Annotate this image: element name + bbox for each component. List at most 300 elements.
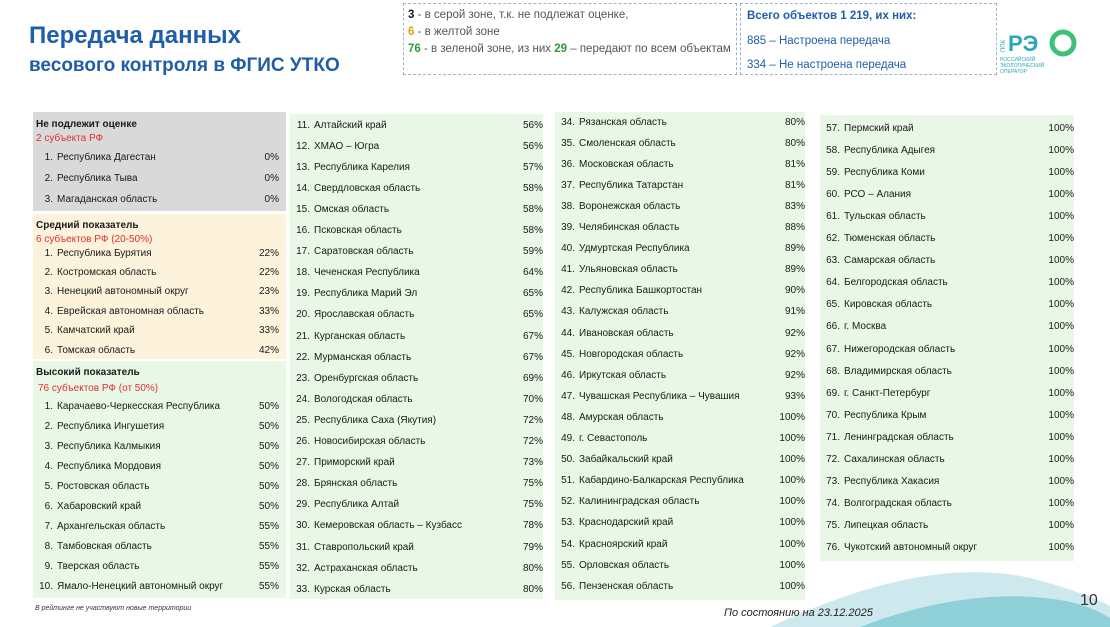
legend-gray-text: - в серой зоне, т.к. не подлежат оценке,	[414, 9, 629, 21]
region-rank: 56.	[561, 580, 575, 592]
region-percent: 100%	[1048, 409, 1074, 421]
region-percent: 100%	[779, 475, 805, 487]
region-rank: 33.	[296, 583, 310, 595]
region-name: Смоленская область	[579, 137, 676, 149]
region-rank: 63.	[826, 255, 840, 267]
region-name: Ненецкий автономный округ	[57, 286, 189, 298]
region-percent: 92%	[784, 348, 805, 360]
region-percent: 79%	[522, 541, 543, 553]
region-percent: 70%	[522, 393, 543, 405]
region-row	[33, 243, 279, 263]
region-row	[820, 140, 1074, 160]
region-row	[33, 282, 279, 302]
region-row	[820, 162, 1074, 182]
region-rank: 70.	[826, 409, 840, 421]
region-percent: 100%	[1048, 542, 1074, 554]
region-name: Республика Адыгея	[844, 144, 936, 156]
region-name: Республика Дагестан	[57, 151, 156, 163]
region-row	[290, 242, 543, 262]
region-name: г. Санкт-Петербург	[844, 387, 931, 399]
region-percent: 55%	[258, 541, 279, 553]
region-name: Иркутская область	[579, 369, 667, 381]
region-name: Челябинская область	[579, 222, 680, 233]
region-name: Орловская область	[579, 559, 670, 571]
region-name: Курганская область	[314, 330, 406, 342]
region-percent: 100%	[1048, 299, 1074, 311]
region-percent: 100%	[1048, 122, 1074, 134]
region-name: Республика Марий Эл	[314, 288, 418, 300]
region-row	[33, 301, 279, 321]
region-percent: 81%	[784, 158, 805, 170]
region-rank: 37.	[561, 179, 575, 191]
summary-title: Всего объектов 1 219, их них:	[747, 10, 917, 22]
region-name: Карачаево-Черкесская Республика	[57, 400, 221, 412]
region-name: Саратовская область	[314, 246, 414, 258]
region-name: Сахалинская область	[844, 454, 945, 465]
region-rank: 2.	[44, 266, 53, 278]
region-row	[33, 497, 279, 517]
region-row	[33, 517, 279, 537]
region-name: Ульяновская область	[579, 264, 678, 276]
region-name: Белгородская область	[844, 277, 948, 289]
region-row	[820, 317, 1074, 337]
region-rank: 27.	[296, 457, 310, 469]
region-name: Владимирская область	[844, 365, 952, 377]
region-percent: 100%	[779, 559, 805, 571]
region-rank: 5.	[44, 325, 53, 337]
region-row	[555, 534, 805, 554]
region-percent: 50%	[258, 480, 279, 492]
region-rank: 18.	[296, 267, 310, 279]
region-rank: 28.	[296, 478, 310, 490]
region-rank: 61.	[826, 210, 840, 222]
region-row	[555, 281, 805, 301]
region-rank: 15.	[296, 203, 310, 215]
region-rank: 8.	[44, 541, 53, 553]
region-name: Тюменская область	[844, 233, 936, 244]
region-percent: 100%	[1048, 321, 1074, 333]
gray-zone-title: Не подлежит оценке	[36, 119, 137, 130]
region-name: Омская область	[314, 203, 390, 215]
region-row	[290, 537, 543, 557]
region-rank: 65.	[826, 299, 840, 311]
region-percent: 65%	[522, 288, 543, 300]
region-percent: 55%	[258, 521, 279, 533]
region-rank: 31.	[296, 541, 310, 553]
region-percent: 58%	[522, 182, 543, 194]
region-rank: 43.	[561, 306, 575, 318]
region-rank: 17.	[296, 246, 310, 258]
region-rank: 42.	[561, 285, 575, 297]
region-rank: 52.	[561, 496, 575, 508]
region-row	[555, 344, 805, 364]
region-rank: 19.	[296, 288, 310, 300]
region-percent: 55%	[258, 561, 279, 573]
region-row	[290, 432, 543, 452]
green-zone-subtitle: 76 субъектов РФ (от 50%)	[38, 383, 159, 394]
region-name: Мурманская область	[314, 351, 412, 363]
region-row	[820, 339, 1074, 359]
region-name: Калужская область	[579, 306, 669, 318]
region-percent: 42%	[258, 344, 279, 356]
region-name: Республика Татарстан	[579, 179, 684, 191]
region-rank: 10.	[39, 581, 53, 593]
region-name: Республика Коми	[844, 166, 925, 178]
region-name: Забайкальский край	[579, 454, 673, 466]
region-row	[290, 221, 543, 241]
region-name: Ленинградская область	[844, 431, 954, 443]
region-name: Алтайский край	[314, 119, 387, 131]
region-percent: 100%	[1048, 520, 1074, 532]
region-row	[290, 284, 543, 304]
zone-legend	[403, 3, 737, 75]
region-row	[290, 136, 543, 156]
region-rank: 2.	[44, 172, 53, 184]
region-rank: 1.	[44, 151, 53, 163]
region-rank: 58.	[826, 144, 840, 156]
region-rank: 49.	[561, 433, 575, 444]
region-row	[290, 474, 543, 494]
region-percent: 100%	[1048, 476, 1074, 488]
region-rank: 34.	[561, 116, 575, 128]
region-name: Московская область	[579, 158, 674, 170]
region-row	[290, 157, 543, 177]
region-percent: 33%	[258, 305, 279, 317]
region-row	[33, 168, 279, 188]
region-rank: 6.	[44, 344, 53, 356]
region-row	[33, 476, 279, 496]
region-rank: 20.	[296, 309, 310, 321]
objects-summary	[740, 3, 997, 75]
region-percent: 56%	[522, 140, 543, 152]
region-percent: 90%	[784, 285, 805, 297]
region-name: Республика Калмыкия	[57, 440, 161, 452]
region-percent: 92%	[784, 327, 805, 339]
region-name: Республика Бурятия	[57, 247, 152, 259]
region-percent: 50%	[258, 501, 279, 512]
region-name: Ярославская область	[314, 309, 415, 321]
region-percent: 80%	[522, 562, 543, 574]
region-row	[820, 206, 1074, 226]
green-zone-list	[33, 396, 279, 598]
region-name: Республика Мордовия	[57, 460, 161, 472]
region-name: Свердловская область	[314, 182, 421, 194]
region-percent: 75%	[522, 499, 543, 511]
region-row	[820, 361, 1074, 381]
region-percent: 83%	[784, 200, 805, 212]
region-row	[290, 389, 543, 409]
region-rank: 74.	[826, 498, 840, 510]
region-row	[33, 537, 279, 557]
region-name: Псковская область	[314, 225, 402, 236]
region-name: Нижегородская область	[844, 343, 956, 355]
region-percent: 0%	[264, 193, 279, 205]
region-rank: 5.	[44, 480, 53, 492]
region-rank: 50.	[561, 454, 575, 466]
region-row	[555, 471, 805, 491]
region-name: Оренбургская область	[314, 372, 419, 384]
region-percent: 91%	[784, 306, 805, 318]
region-row	[555, 492, 805, 512]
region-name: Тамбовская область	[57, 541, 152, 553]
region-percent: 100%	[1048, 498, 1074, 510]
region-name: Новгородская область	[579, 348, 684, 360]
svg-text:РОССИЙСКИЙ: РОССИЙСКИЙ	[1000, 57, 1036, 63]
region-name: Магаданская область	[57, 193, 158, 205]
region-rank: 73.	[826, 476, 840, 488]
region-percent: 100%	[1048, 387, 1074, 399]
region-percent: 65%	[522, 309, 543, 321]
region-name: Архангельская область	[57, 521, 166, 533]
region-name: ХМАО – Югра	[314, 140, 380, 152]
region-rank: 54.	[561, 538, 575, 550]
region-name: Кабардино-Балкарская Республика	[579, 475, 744, 487]
region-percent: 100%	[779, 433, 805, 444]
region-name: Красноярский край	[579, 538, 668, 550]
region-percent: 50%	[258, 460, 279, 472]
region-name: Камчатский край	[57, 325, 135, 337]
region-percent: 89%	[784, 243, 805, 255]
region-name: Тульская область	[844, 210, 926, 222]
region-rank: 55.	[561, 559, 575, 571]
region-row	[555, 513, 805, 533]
region-name: Калининградская область	[579, 496, 700, 508]
region-name: Липецкая область	[844, 520, 929, 532]
region-name: Республика Ингушетия	[57, 420, 165, 432]
region-percent: 72%	[522, 414, 543, 426]
region-percent: 50%	[258, 440, 279, 452]
region-row	[555, 323, 805, 343]
region-row	[290, 453, 543, 473]
region-row	[290, 579, 543, 599]
region-rank: 14.	[296, 182, 310, 194]
region-row	[290, 558, 543, 578]
region-name: Пермский край	[844, 122, 914, 134]
region-row	[290, 347, 543, 367]
region-row	[33, 189, 279, 209]
region-name: Ставропольский край	[314, 541, 414, 553]
region-percent: 93%	[784, 390, 805, 402]
page-number: 10	[1080, 592, 1098, 609]
region-row	[290, 410, 543, 430]
region-percent: 100%	[1048, 188, 1074, 200]
region-rank: 23.	[296, 372, 310, 384]
region-name: Ямало-Ненецкий автономный округ	[57, 581, 224, 593]
region-row	[820, 405, 1074, 425]
region-name: Республика Крым	[844, 409, 927, 421]
region-percent: 100%	[1048, 431, 1074, 443]
region-row	[33, 340, 279, 360]
region-rank: 68.	[826, 365, 840, 377]
region-percent: 73%	[522, 457, 543, 469]
region-row	[290, 516, 543, 536]
region-name: г. Севастополь	[579, 433, 648, 444]
yellow-zone-subtitle: 6 субъектов РФ (20-50%)	[36, 234, 153, 245]
region-row	[33, 436, 279, 456]
region-rank: 29.	[296, 499, 310, 511]
legend-full-text: – передают по всем объектам	[567, 43, 731, 55]
region-rank: 41.	[561, 264, 575, 276]
region-rank: 76.	[826, 542, 840, 554]
legend-full-count: 29	[554, 43, 568, 55]
region-row	[33, 416, 279, 436]
reo-logo-mark	[1000, 18, 1080, 76]
region-rank: 51.	[561, 475, 575, 487]
regions-column-4	[820, 115, 1074, 561]
region-row	[290, 263, 543, 283]
region-row	[290, 326, 543, 346]
region-row	[555, 555, 805, 575]
region-percent: 80%	[784, 137, 805, 149]
region-name: Самарская область	[844, 255, 936, 267]
region-row	[33, 456, 279, 476]
region-rank: 36.	[561, 158, 575, 170]
region-rank: 7.	[44, 521, 53, 533]
region-rank: 46.	[561, 369, 575, 381]
region-percent: 55%	[258, 581, 279, 593]
region-rank: 39.	[561, 222, 575, 233]
page-subtitle: весового контроля в ФГИС УТКО	[29, 55, 340, 76]
region-percent: 100%	[779, 538, 805, 550]
region-row	[820, 494, 1074, 514]
region-row	[555, 576, 805, 596]
region-rank: 1.	[44, 400, 53, 412]
region-name: Краснодарский край	[579, 517, 674, 529]
region-name: Астраханская область	[314, 562, 418, 574]
region-rank: 62.	[826, 233, 840, 244]
green-zone-title: Высокий показатель	[36, 367, 140, 378]
region-percent: 33%	[258, 325, 279, 337]
region-row	[290, 368, 543, 388]
region-rank: 44.	[561, 327, 575, 339]
region-rank: 69.	[826, 387, 840, 399]
region-row	[290, 178, 543, 198]
region-rank: 38.	[561, 200, 575, 212]
region-rank: 32.	[296, 562, 310, 574]
region-row	[555, 260, 805, 280]
region-percent: 50%	[258, 400, 279, 412]
region-row	[820, 273, 1074, 293]
svg-text:ЭКОЛОГИЧЕСКИЙ: ЭКОЛОГИЧЕСКИЙ	[1000, 63, 1045, 69]
region-rank: 4.	[44, 460, 53, 472]
region-row	[820, 184, 1074, 204]
yellow-zone-title: Средний показатель	[36, 220, 139, 231]
region-percent: 89%	[784, 264, 805, 276]
region-row	[555, 133, 805, 153]
region-name: Кировская область	[844, 299, 933, 311]
region-rank: 9.	[44, 561, 53, 573]
region-percent: 22%	[258, 247, 279, 259]
region-row	[290, 495, 543, 515]
region-row	[555, 239, 805, 259]
svg-text:ОПЕРАТОР: ОПЕРАТОР	[1000, 69, 1027, 75]
region-name: Рязанская область	[579, 116, 667, 128]
region-name: Республика Хакасия	[844, 476, 940, 488]
region-percent: 100%	[1048, 343, 1074, 355]
region-name: Республика Тыва	[57, 172, 138, 184]
region-rank: 53.	[561, 517, 575, 529]
region-percent: 100%	[1048, 277, 1074, 289]
region-name: РСО – Алания	[844, 188, 912, 200]
region-percent: 56%	[522, 119, 543, 131]
region-name: Удмуртская Республика	[579, 243, 690, 255]
region-percent: 22%	[258, 266, 279, 278]
region-percent: 100%	[1048, 166, 1074, 178]
region-rank: 48.	[561, 411, 575, 423]
region-rank: 21.	[296, 330, 310, 342]
region-row	[555, 386, 805, 406]
region-percent: 100%	[1048, 144, 1074, 156]
region-name: Ивановская область	[579, 327, 674, 339]
region-name: Тверская область	[57, 561, 140, 573]
region-name: Вологодская область	[314, 393, 413, 405]
region-percent: 50%	[258, 420, 279, 432]
region-percent: 80%	[784, 116, 805, 128]
summary-not-configured: 334 – Не настроена передача	[747, 59, 907, 71]
region-percent: 88%	[784, 222, 805, 233]
region-row	[555, 365, 805, 385]
regions-column-3	[555, 112, 805, 600]
page-title: Передача данных	[29, 22, 241, 49]
as-of-date: По состоянию на 23.12.2025	[724, 607, 873, 619]
summary-configured: 885 – Настроена передача	[747, 35, 891, 47]
region-row	[820, 450, 1074, 470]
region-rank: 22.	[296, 351, 310, 363]
region-percent: 75%	[522, 478, 543, 490]
region-percent: 100%	[779, 517, 805, 529]
region-row	[820, 427, 1074, 447]
region-percent: 69%	[522, 372, 543, 384]
region-row	[555, 196, 805, 216]
region-percent: 58%	[522, 225, 543, 236]
region-name: Пензенская область	[579, 580, 674, 592]
legend-green-text: - в зеленой зоне, из них	[420, 43, 555, 55]
region-rank: 75.	[826, 520, 840, 532]
region-percent: 72%	[522, 436, 543, 447]
region-percent: 58%	[522, 203, 543, 215]
region-percent: 67%	[522, 330, 543, 342]
gray-zone-list	[33, 147, 279, 209]
region-rank: 40.	[561, 243, 575, 255]
region-rank: 2.	[44, 420, 53, 432]
region-percent: 0%	[264, 151, 279, 163]
region-name: Новосибирская область	[314, 436, 426, 447]
svg-text:РЭ: РЭ	[1008, 31, 1039, 56]
region-percent: 100%	[1048, 210, 1074, 222]
gray-zone-subtitle: 2 субъекта РФ	[36, 133, 104, 144]
region-rank: 6.	[44, 501, 53, 512]
region-row	[820, 251, 1074, 271]
region-rank: 3.	[44, 440, 53, 452]
region-row	[555, 218, 805, 238]
legend-yellow-count: 6	[408, 26, 415, 38]
region-name: г. Москва	[844, 321, 887, 333]
region-row	[820, 383, 1074, 403]
region-percent: 100%	[779, 580, 805, 592]
region-rank: 72.	[826, 454, 840, 465]
region-name: Республика Карелия	[314, 161, 410, 173]
region-row	[33, 321, 279, 341]
region-rank: 47.	[561, 390, 575, 402]
region-name: Республика Башкортостан	[579, 285, 703, 297]
region-row	[290, 305, 543, 325]
region-percent: 80%	[522, 583, 543, 595]
region-name: Волгоградская область	[844, 498, 952, 510]
region-percent: 100%	[779, 496, 805, 508]
region-percent: 100%	[1048, 233, 1074, 244]
legend-yellow-text: - в желтой зоне	[414, 26, 500, 38]
region-row	[33, 577, 279, 597]
